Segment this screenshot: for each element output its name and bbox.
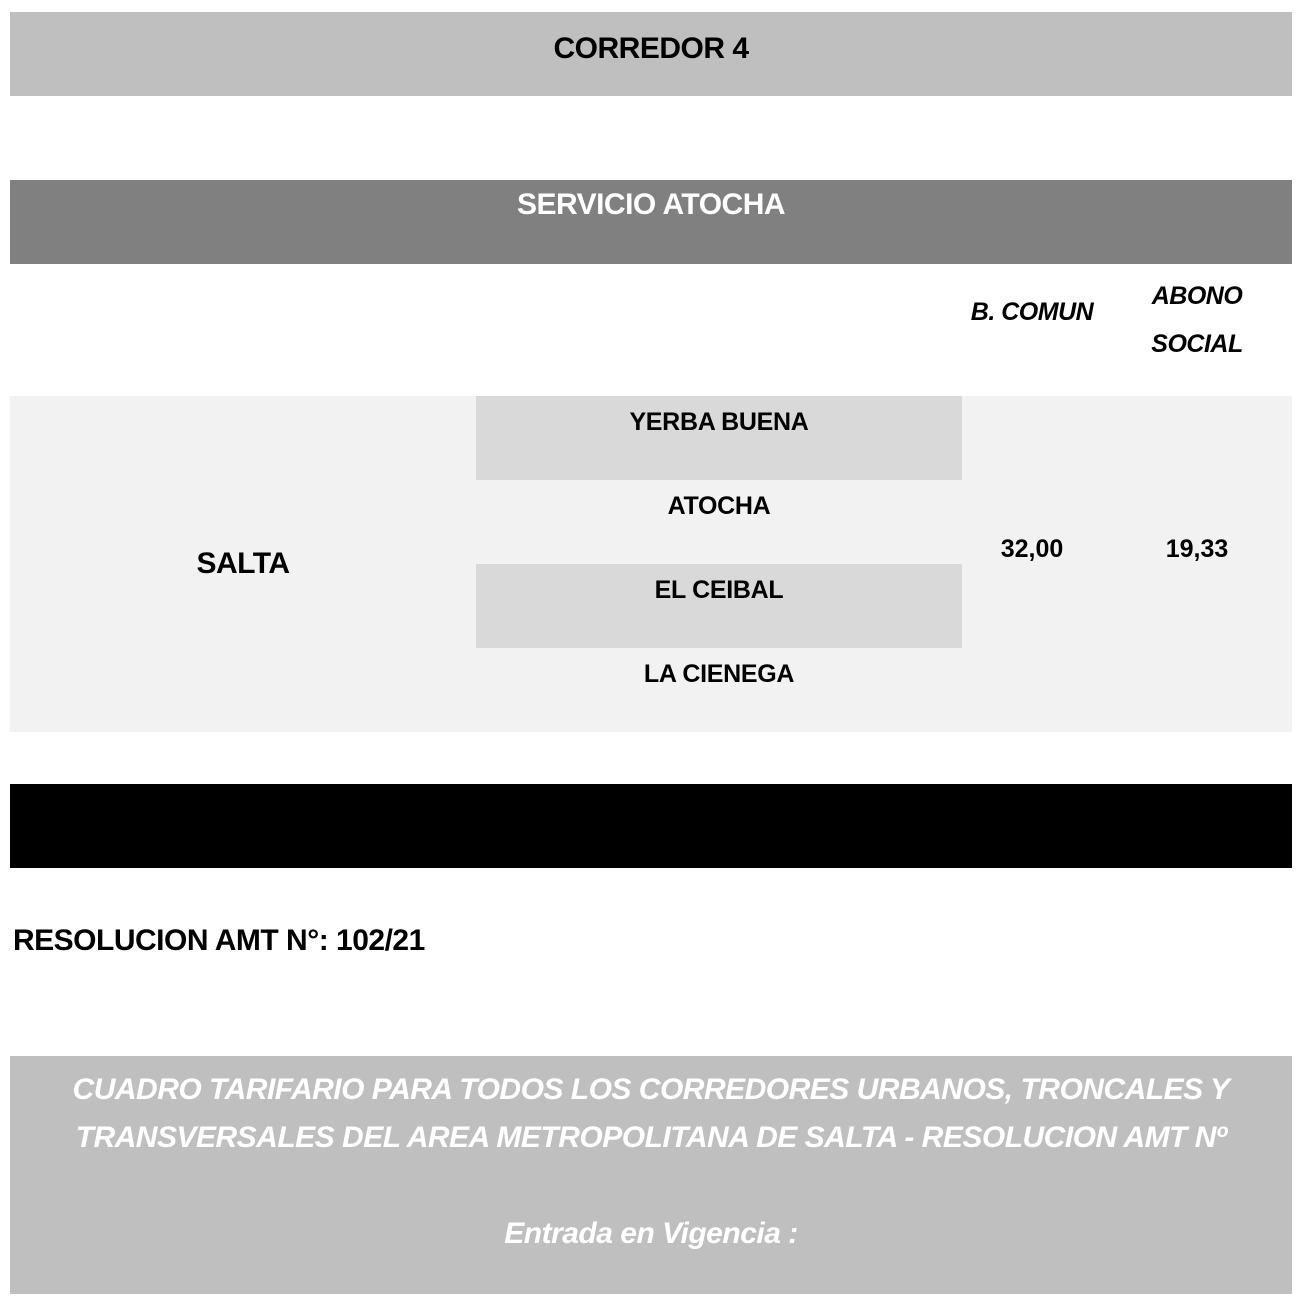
corridor-title: CORREDOR 4	[553, 32, 749, 65]
column-header-abono-line2: SOCIAL	[1151, 330, 1243, 358]
column-header-abono-line1: ABONO	[1151, 282, 1243, 310]
resolution-label: RESOLUCION AMT N°: 102/21	[13, 924, 425, 957]
service-header	[10, 180, 1292, 264]
destination-cell-yerba-buena: YERBA BUENA	[476, 396, 962, 480]
destination-cell-la-cienega: LA CIENEGA	[643, 660, 795, 688]
fare-table	[10, 396, 1292, 732]
price-comun: 32,00	[1000, 534, 1064, 563]
corridor-header	[10, 12, 1292, 96]
footer-vigencia: Entrada en Vigencia :	[504, 1217, 798, 1250]
destination-cell-atocha: ATOCHA	[667, 492, 771, 520]
column-header-abono	[1122, 272, 1272, 368]
black-divider-bar	[10, 784, 1292, 868]
footer-banner	[10, 1056, 1292, 1294]
destination-cell-el-ceibal: EL CEIBAL	[476, 564, 962, 648]
service-title: SERVICIO ATOCHA	[516, 188, 786, 221]
footer-description: CUADRO TARIFARIO PARA TODOS LOS CORREDORES URBANOS, TRONCALES Y TRANSVERSALES DEL AREA METROPOLITANA DE SALTA - RESOLUCION AMT Nº	[72, 1073, 1230, 1154]
origin-cell: SALTA	[196, 547, 290, 580]
column-header-comun: B. COMUN	[970, 298, 1094, 326]
price-abono: 19,33	[1165, 534, 1229, 563]
